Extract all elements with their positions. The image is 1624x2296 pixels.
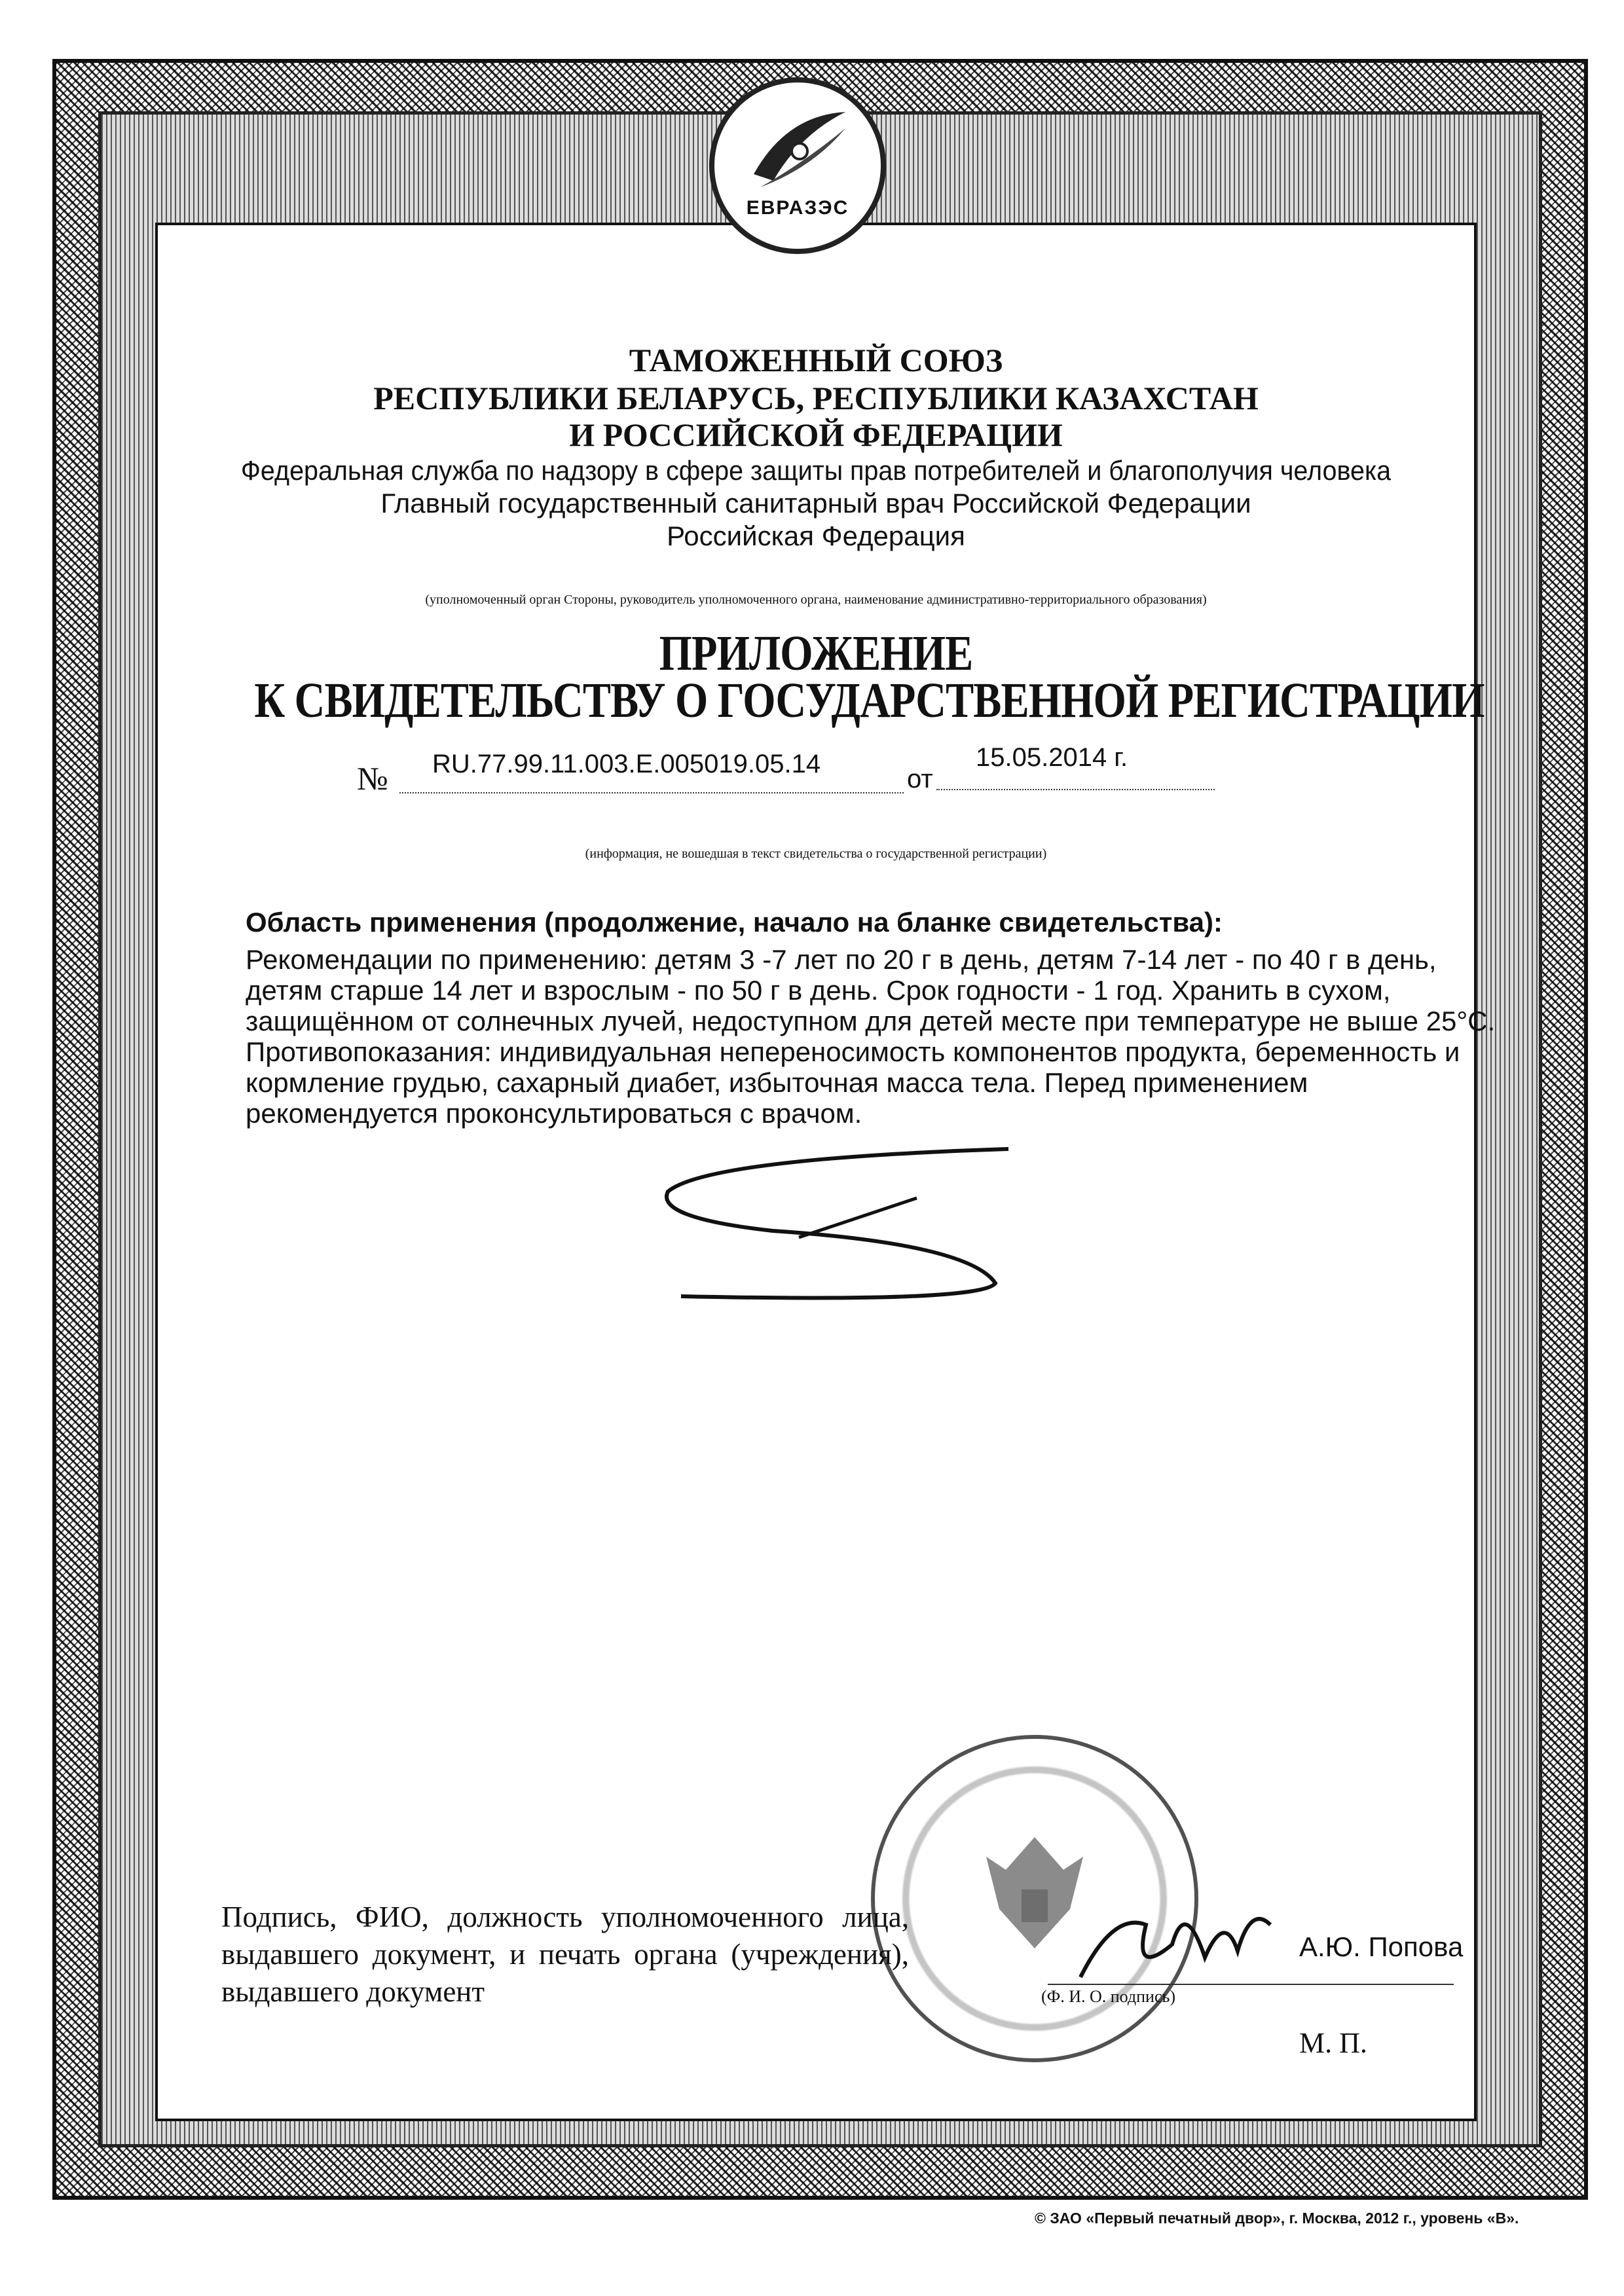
authority-line-3: Российская Федерация bbox=[667, 520, 965, 551]
number-underline bbox=[399, 792, 904, 793]
handwritten-signature bbox=[1074, 1886, 1290, 1997]
authority-caption: (уполномоченный орган Стороны, руководитель уполномоченного органа, наименование административно-территориального образования) bbox=[425, 592, 1207, 607]
scope-line: Рекомендации по применению: детям 3 -7 лет по 20 г в день, детям 7-14 лет - по 40 г в день, bbox=[246, 944, 1437, 975]
signatory-name: А.Ю. Попова bbox=[1299, 1931, 1464, 1962]
scope-line: детям старше 14 лет и взрослым - по 50 г в день. Срок годности - 1 год. Хранить в сухом, bbox=[246, 975, 1391, 1006]
registration-date: 15.05.2014 г. bbox=[976, 743, 1128, 772]
authority-line-2: Главный государственный санитарный врач Российской Федерации bbox=[380, 488, 1251, 519]
registration-number: RU.77.99.11.003.E.005019.05.14 bbox=[432, 750, 821, 778]
logo-text: ЕВРАЗЭС bbox=[746, 197, 849, 219]
application-scope bbox=[246, 907, 1496, 1129]
authority-line-1: Федеральная служба по надзору в сфере защиты прав потребителей и благополучия человека bbox=[240, 455, 1392, 486]
scope-line: Противопоказания: индивидуальная непереносимость компонентов продукта, беременность и bbox=[246, 1036, 1460, 1067]
date-underline bbox=[936, 789, 1215, 790]
date-label: от bbox=[907, 765, 933, 793]
registration-caption: (информация, не вошедшая в текст свидетельства о государственной регистрации) bbox=[585, 847, 1047, 861]
signatory-caption: (Ф. И. О. подпись) bbox=[1041, 1987, 1176, 2006]
handwritten-mark bbox=[642, 1133, 1061, 1316]
seal-mark: М. П. bbox=[1299, 2027, 1367, 2059]
header-line-2: РЕСПУБЛИКИ БЕЛАРУСЬ, РЕСПУБЛИКИ КАЗАХСТАН bbox=[373, 380, 1259, 416]
logo-emblem-icon bbox=[747, 102, 852, 194]
scope-heading: Область применения (продолжение, начало на бланке свидетельства): bbox=[246, 907, 1223, 938]
scope-line: кормление грудью, сахарный диабет, избыточная масса тела. Перед применением bbox=[246, 1067, 1308, 1098]
signature-label: Подпись, ФИО, должность уполномоченного лица, выдавшего документ, и печать органа (учреждения), выдавшего документ bbox=[221, 1901, 909, 2008]
scope-line: рекомендуется проконсультироваться с врачом. bbox=[246, 1098, 862, 1129]
title-line-2: К СВИДЕТЕЛЬСТВУ О ГОСУДАРСТВЕННОЙ РЕГИСТРАЦИИ bbox=[254, 673, 1485, 728]
signature-underline bbox=[1048, 1984, 1454, 1985]
header-line-3: И РОССИЙСКОЙ ФЕДЕРАЦИИ bbox=[569, 416, 1063, 453]
title-line-1: ПРИЛОЖЕНИЕ bbox=[659, 626, 973, 681]
header-line-1: ТАМОЖЕННЫЙ СОЮЗ bbox=[629, 342, 1003, 378]
evrazes-logo bbox=[709, 77, 886, 254]
number-label: № bbox=[357, 760, 388, 797]
printer-footer: © ЗАО «Первый печатный двор», г. Москва, 2012 г., уровень «В». bbox=[1035, 2210, 1519, 2227]
scope-line: защищённом от солнечных лучей, недоступном для детей месте при температуре не выше 25°С. bbox=[246, 1006, 1496, 1036]
